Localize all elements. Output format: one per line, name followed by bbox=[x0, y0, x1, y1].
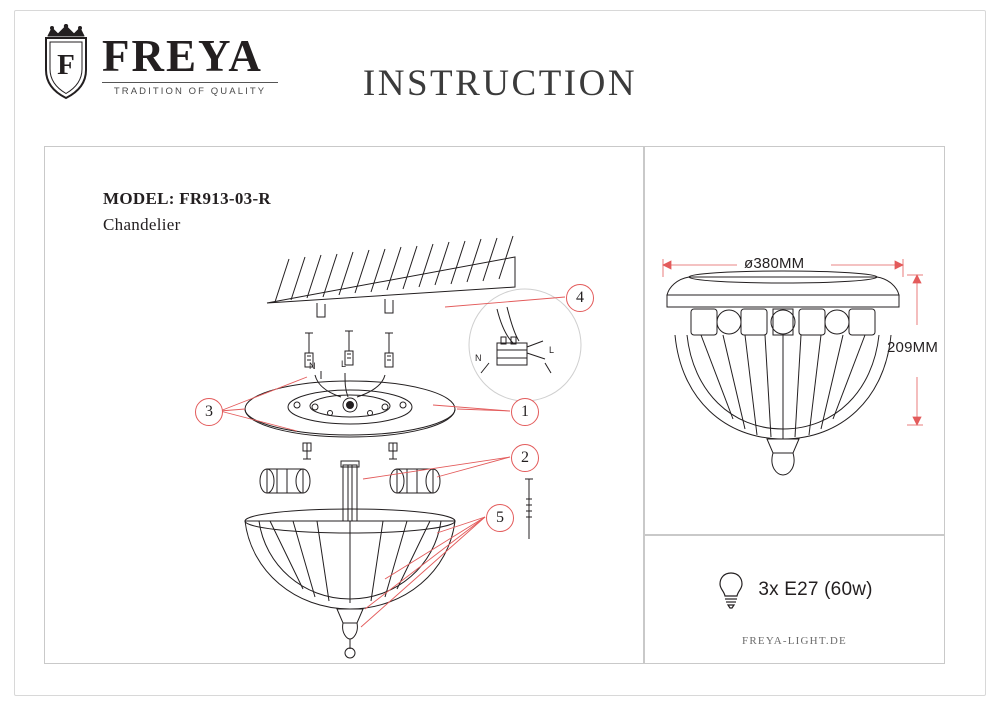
callout-5: 5 bbox=[486, 504, 514, 532]
dimensions-panel bbox=[644, 146, 945, 535]
callout-2: 2 bbox=[511, 444, 539, 472]
product-type: Chandelier bbox=[103, 215, 181, 234]
lamp-spec-row bbox=[645, 570, 944, 610]
svg-text:F: F bbox=[57, 49, 75, 81]
brand-tagline: TRADITION OF QUALITY bbox=[102, 82, 278, 97]
wire-label-n: N bbox=[309, 361, 316, 371]
model-value: FR913-03-R bbox=[179, 189, 272, 208]
website-text: FREYA-LIGHT.DE bbox=[742, 635, 847, 647]
assembly-diagram-panel bbox=[44, 146, 644, 664]
detail-label-l: L bbox=[549, 345, 555, 355]
callout-3: 3 bbox=[195, 398, 223, 426]
height-label: 209MM bbox=[887, 339, 939, 356]
callout-4: 4 bbox=[566, 284, 594, 312]
lamp-spec-panel bbox=[644, 535, 945, 664]
model-label: MODEL: bbox=[103, 189, 175, 208]
diameter-label: ø380MM bbox=[744, 255, 805, 272]
wire-label-l: L bbox=[341, 359, 347, 369]
brand-name: FREYA bbox=[102, 31, 263, 82]
lamp-spec-text: 3x E27 (60w) bbox=[758, 579, 873, 600]
assembly-drawing bbox=[45, 147, 645, 665]
page-title: INSTRUCTION bbox=[362, 63, 638, 104]
callout-1: 1 bbox=[511, 398, 539, 426]
detail-label-n: N bbox=[475, 353, 482, 363]
bulb-icon bbox=[716, 570, 746, 610]
